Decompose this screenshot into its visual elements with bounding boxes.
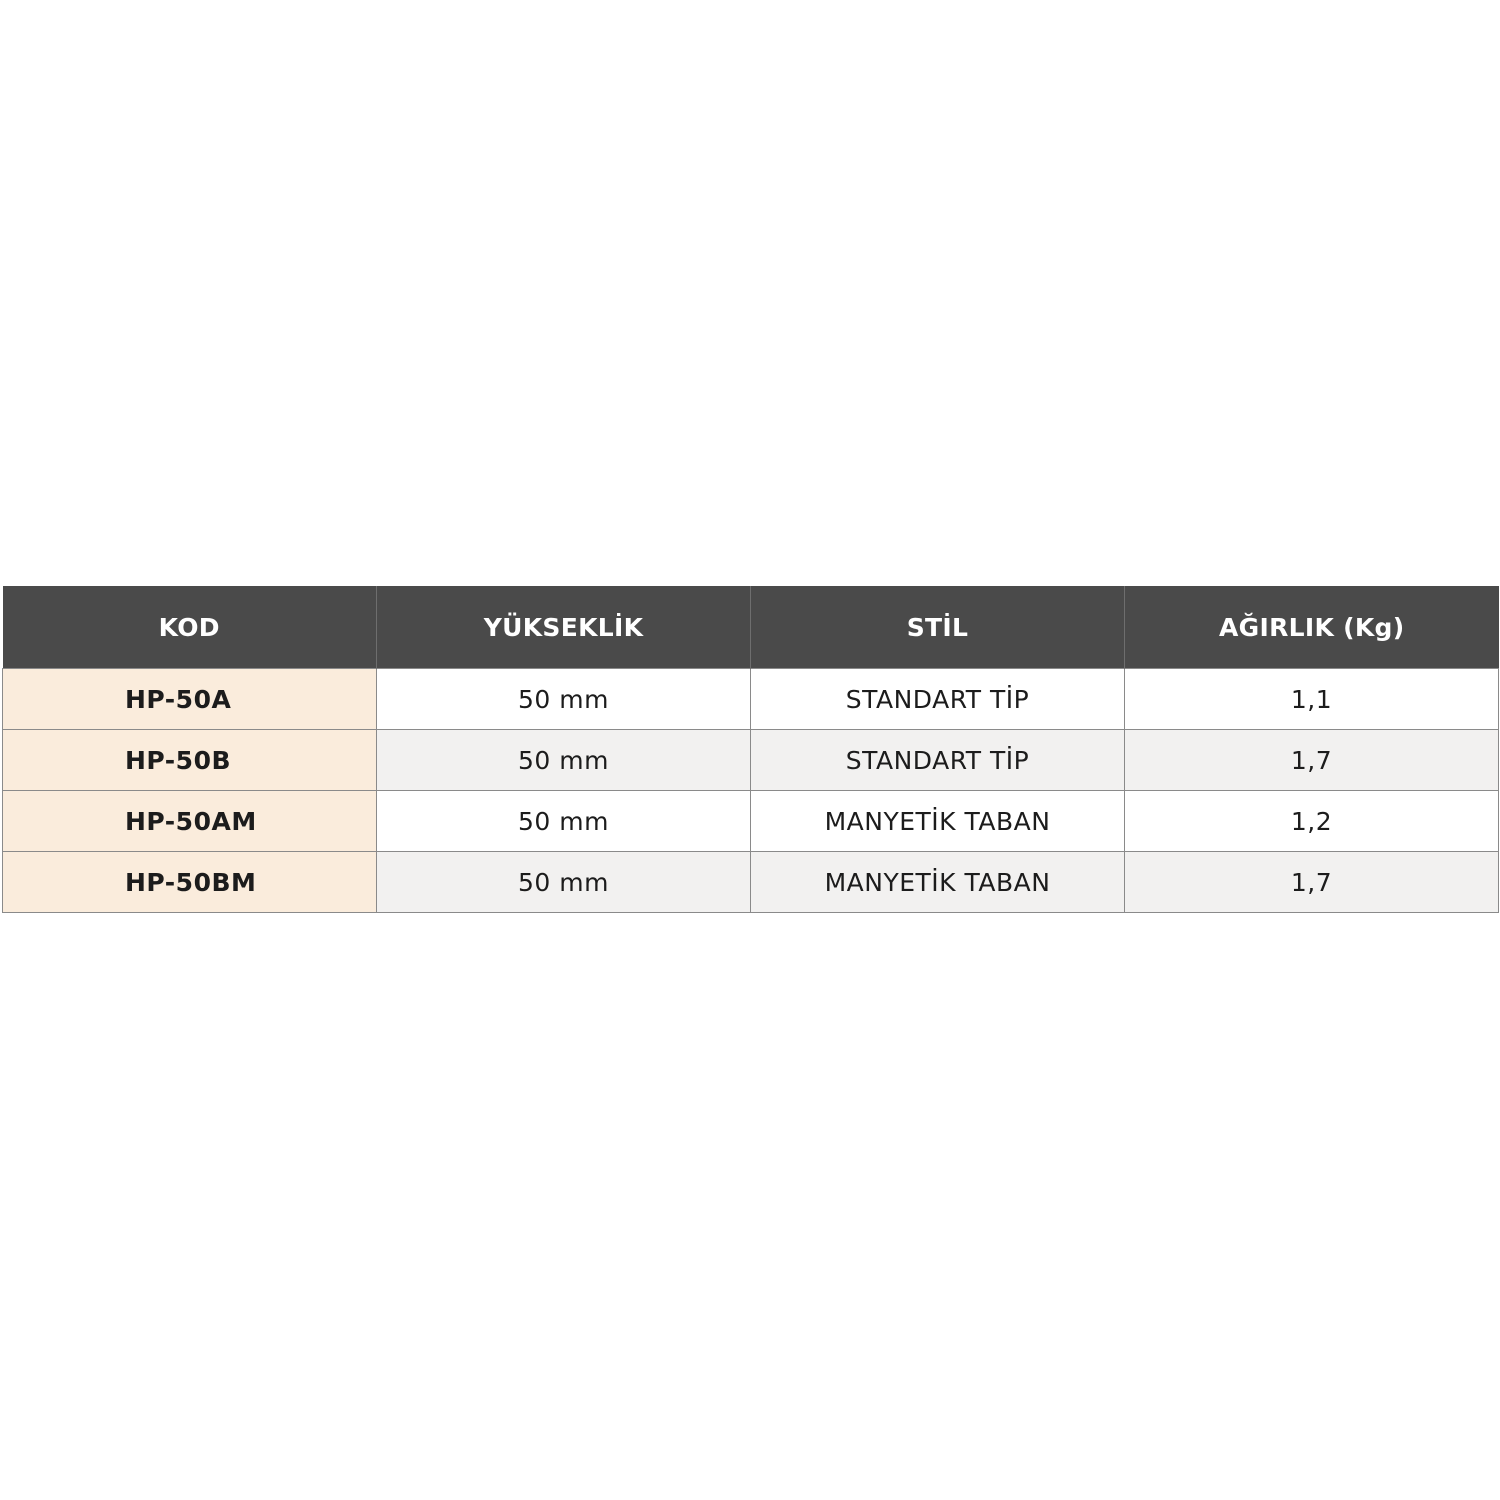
cell-kod: HP-50A xyxy=(3,669,377,730)
cell-stil: MANYETİK TABAN xyxy=(751,791,1125,852)
cell-kod: HP-50B xyxy=(3,730,377,791)
cell-yukseklik: 50 mm xyxy=(377,669,751,730)
cell-kod: HP-50AM xyxy=(3,791,377,852)
cell-yukseklik: 50 mm xyxy=(377,791,751,852)
table-header xyxy=(3,586,1499,669)
header-kod: KOD xyxy=(3,586,377,669)
header-row xyxy=(3,586,1499,669)
cell-agirlik: 1,1 xyxy=(1125,669,1499,730)
cell-stil: STANDART TİP xyxy=(751,669,1125,730)
table-row xyxy=(3,669,1499,730)
header-stil: STİL xyxy=(751,586,1125,669)
header-yukseklik: YÜKSEKLİK xyxy=(377,586,751,669)
cell-yukseklik: 50 mm xyxy=(377,730,751,791)
spec-table xyxy=(2,586,1499,913)
cell-yukseklik: 50 mm xyxy=(377,852,751,913)
cell-kod: HP-50BM xyxy=(3,852,377,913)
cell-stil: MANYETİK TABAN xyxy=(751,852,1125,913)
table-body xyxy=(3,669,1499,913)
table-row xyxy=(3,852,1499,913)
cell-agirlik: 1,7 xyxy=(1125,730,1499,791)
cell-agirlik: 1,7 xyxy=(1125,852,1499,913)
header-agirlik: AĞIRLIK (Kg) xyxy=(1125,586,1499,669)
table-row xyxy=(3,730,1499,791)
table-row xyxy=(3,791,1499,852)
cell-stil: STANDART TİP xyxy=(751,730,1125,791)
cell-agirlik: 1,2 xyxy=(1125,791,1499,852)
